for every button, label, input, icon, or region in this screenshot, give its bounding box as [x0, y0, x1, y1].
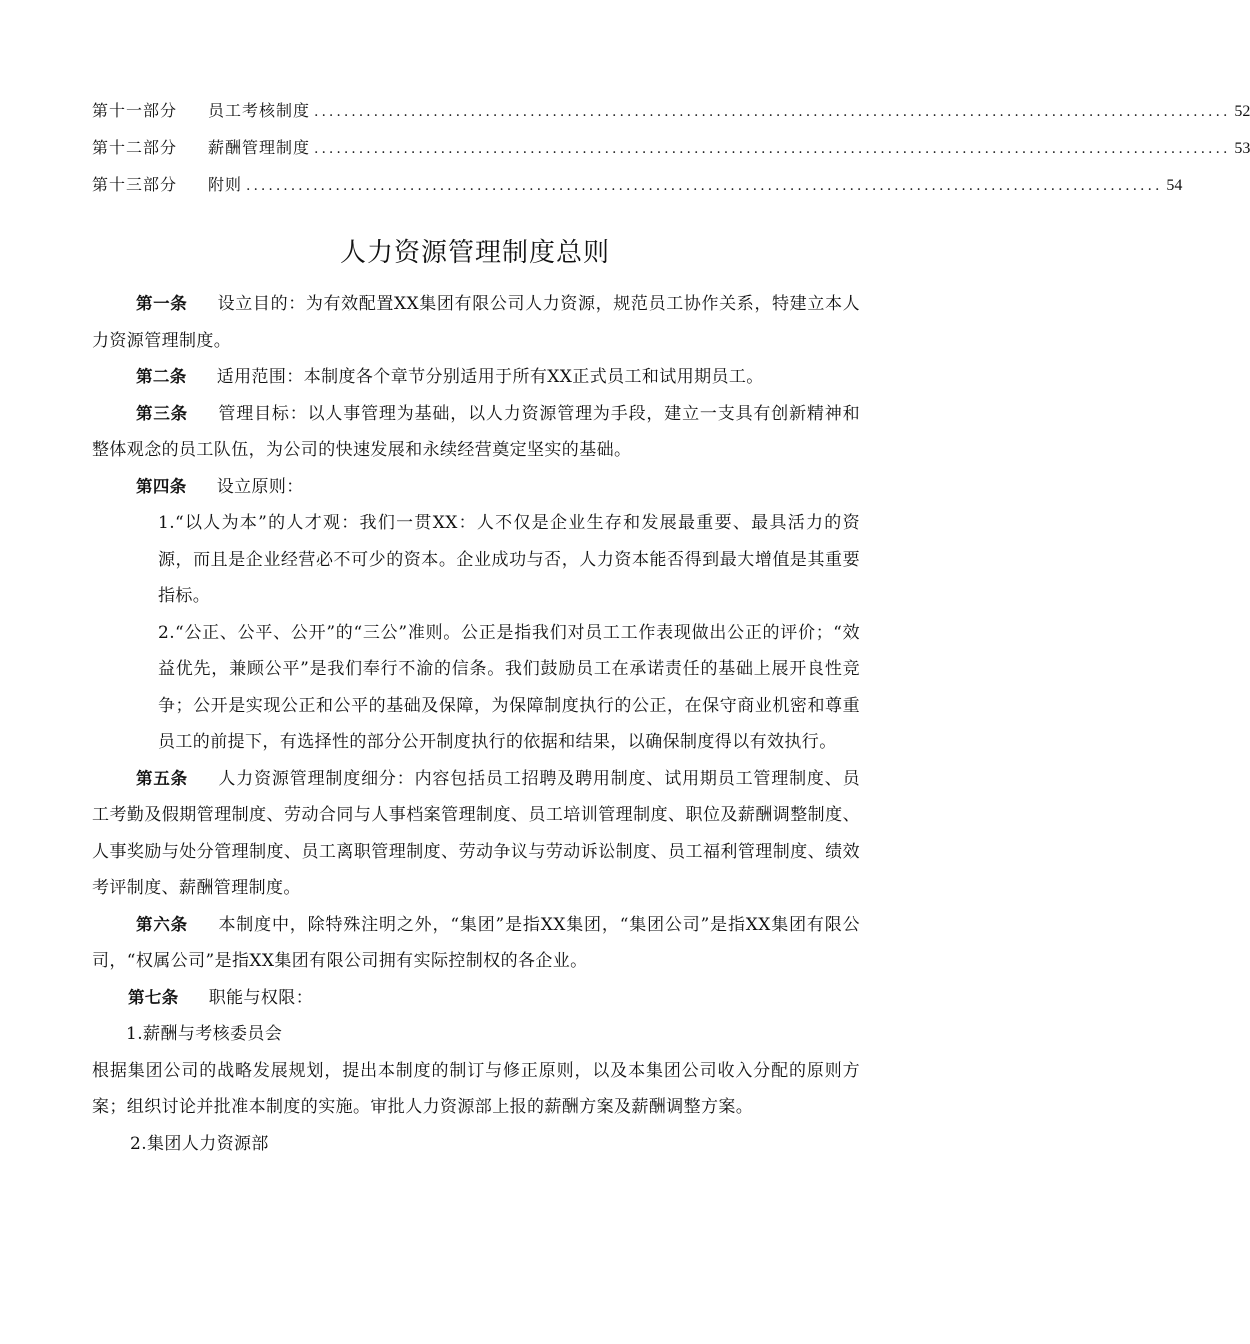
toc-leader: ...........................................................................................................................	[246, 178, 1163, 194]
article-text: 适用范围：本制度各个章节分别适用于所有XX正式员工和试用期员工。	[216, 367, 764, 387]
article-label: 第三条	[136, 403, 188, 423]
article-text: 设立原则：	[216, 476, 304, 497]
toc-title: 员工考核制度	[208, 101, 311, 120]
article-text: 本制度中，除特殊注明之外，“集团”是指XX集团，“集团公司”是指XX集团有限公司，“权属公司”是指XX集团有限公司拥有实际控制权的各企业。	[92, 914, 860, 971]
article-label: 第五条	[136, 768, 188, 788]
toc-page-number: 52	[1234, 103, 1250, 120]
article-1	[92, 286, 860, 359]
document-body	[92, 286, 860, 1162]
table-of-contents	[92, 98, 1250, 209]
toc-title: 附则	[208, 175, 243, 194]
toc-row[interactable]	[92, 98, 1250, 135]
article-2	[92, 359, 860, 396]
article-text: 管理目标：以人事管理为基础，以人力资源管理为手段，建立一支具有创新精神和整体观念的员工队伍，为公司的快速发展和永续经营奠定坚实的基础。	[92, 403, 860, 460]
article-label: 第二条	[136, 367, 187, 386]
article-text: 职能与权限：	[208, 987, 314, 1008]
article-label: 第六条	[136, 914, 189, 934]
article-label: 第一条	[136, 294, 188, 313]
toc-row[interactable]	[92, 172, 1183, 209]
toc-title: 薪酬管理制度	[208, 138, 311, 157]
article-4	[92, 469, 860, 506]
document-title: 人力资源管理制度总则	[339, 238, 610, 268]
article-text: 设立目的：为有效配置XX集团有限公司人力资源，规范员工协作关系，特建立本人力资源管理制度。	[92, 294, 860, 351]
article-5	[92, 761, 860, 907]
article-3	[92, 396, 860, 469]
toc-leader: ...........................................................................................................................	[314, 104, 1231, 120]
toc-part: 第十一部分	[92, 101, 178, 120]
article-label: 第四条	[136, 476, 187, 496]
article-6	[92, 907, 860, 980]
article-label: 第七条	[128, 987, 179, 1007]
duty-item-1-heading: 1.薪酬与考核委员会	[126, 1024, 283, 1044]
article-7	[92, 980, 860, 1017]
duty-item-2-heading: 2.集团人力资源部	[130, 1133, 269, 1154]
toc-part: 第十三部分	[92, 175, 178, 194]
toc-page-number: 53	[1234, 140, 1250, 157]
toc-leader: ...........................................................................................................................	[314, 141, 1231, 157]
principle-1: 1.“以人为本”的人才观：我们一贯XX：人不仅是企业生存和发展最重要、最具活力的资源，而且是企业经营必不可少的资本。企业成功与否，人力资本能否得到最大增值是其重要指标。	[158, 513, 860, 606]
article-text: 人力资源管理制度细分：内容包括员工招聘及聘用制度、试用期员工管理制度、员工考勤及假期管理制度、劳动合同与人事档案管理制度、员工培训管理制度、职位及薪酬调整制度、人事奖励与处分管理制度、员工离职管理制度、劳动争议与劳动诉讼制度、员工福利管理制度、绩效考评制度、薪酬管理制度。	[92, 768, 860, 898]
duty-item-1-text: 根据集团公司的战略发展规划，提出本制度的制订与修正原则，以及本集团公司收入分配的原则方案；组织讨论并批准本制度的实施。审批人力资源部上报的薪酬方案及薪酬调整方案。	[92, 1060, 860, 1117]
toc-row[interactable]	[92, 135, 1250, 172]
toc-part: 第十二部分	[92, 138, 178, 157]
principle-2: 2.“公正、公平、公开”的“三公”准则。公正是指我们对员工工作表现做出公正的评价；“效益优先，兼顾公平”是我们奉行不渝的信条。我们鼓励员工在承诺责任的基础上展开良性竞争；公开是实现公正和公平的基础及保障，为保障制度执行的公正，在保守商业机密和尊重员工的前提下，有选择性的部分公开制度执行的依据和结果，以确保制度得以有效执行。	[158, 622, 860, 752]
toc-page-number: 54	[1166, 177, 1183, 194]
